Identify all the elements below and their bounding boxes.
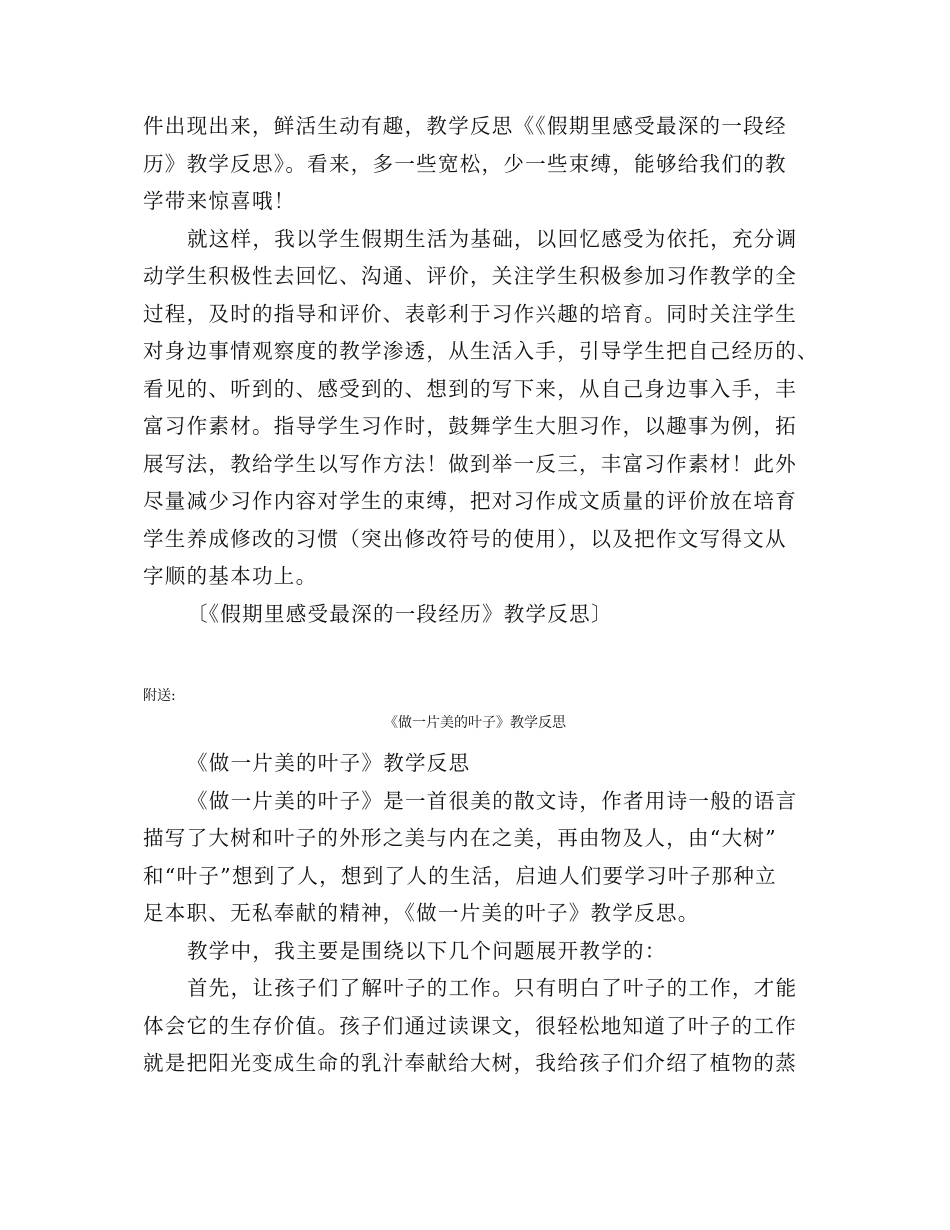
paragraph-line: 富习作素材。指导学生习作时，鼓舞学生大胆习作，以趣事为例，拓 bbox=[143, 414, 797, 438]
article-heading: 《做一片美的叶子》教学反思 bbox=[187, 751, 471, 775]
paragraph-line: 就是把阳光变成生命的乳汁奉献给大树，我给孩子们介绍了植物的蒸 bbox=[143, 1051, 797, 1075]
source-caption: 〔《假期里感受最深的一段经历》教学反思〕 bbox=[187, 601, 613, 626]
paragraph-line: 学带来惊喜哦！ bbox=[143, 189, 296, 213]
paragraph-line: 体会它的生存价值。孩子们通过读课文，很轻松地知道了叶子的工作 bbox=[143, 1013, 797, 1038]
paragraph-line: 就这样，我以学生假期生活为基础，以回忆感受为依托，充分调 bbox=[187, 226, 798, 251]
paragraph-line: 首先，让孩子们了解叶子的工作。只有明白了叶子的工作，才能 bbox=[187, 976, 798, 1000]
paragraph-line: 学生养成修改的习惯（突出修改符号的使用），以及把作文写得文从 bbox=[143, 526, 787, 551]
paragraph-line: 《做一片美的叶子》是一首很美的散文诗，作者用诗一般的语言 bbox=[187, 788, 798, 813]
appendix-title: 《做一片美的叶子》教学反思 bbox=[384, 715, 566, 731]
paragraph-line: 历》教学反思》。看来，多一些宽松，少一些束缚，能够给我们的教 bbox=[143, 151, 787, 176]
paragraph-line: 展写法，教给学生以写作方法！做到举一反三，丰富习作素材！此外 bbox=[143, 451, 797, 476]
reflection-text-section bbox=[143, 108, 819, 633]
paragraph-line: 对身边事情观察度的教学渗透，从生活入手，引导学生把自己经历的、 bbox=[143, 339, 819, 363]
paragraph-line: 件出现出来，鲜活生动有趣，教学反思《《假期里感受最深的一段经 bbox=[143, 114, 787, 138]
paragraph-line: 教学中，我主要是围绕以下几个问题展开教学的： bbox=[187, 938, 667, 963]
paragraph-line: 尽量减少习作内容对学生的束缚，把对习作成文质量的评价放在培育 bbox=[143, 489, 797, 513]
paragraph-line: 过程，及时的指导和评价、表彰利于习作兴趣的培育。同时关注学生 bbox=[143, 301, 797, 326]
paragraph-line: 看见的、听到的、感受到的、想到的写下来，从自己身边事入手，丰 bbox=[143, 376, 797, 401]
paragraph-line: 和“叶子”想到了人，想到了人的生活，启迪人们要学习叶子那种立 bbox=[143, 863, 777, 888]
paragraph-line: 动学生积极性去回忆、沟通、评价，关注学生积极参加习作教学的全 bbox=[143, 264, 797, 288]
paragraph-line: 描写了大树和叶子的外形之美与内在之美，再由物及人，由“大树” bbox=[143, 826, 777, 850]
appendix-text-section bbox=[143, 745, 808, 1083]
appendix-label: 附送: bbox=[143, 688, 176, 704]
paragraph-line: 字顺的基本功上。 bbox=[143, 564, 318, 588]
paragraph-line: 足本职、无私奉献的精神，《做一片美的叶子》教学反思。 bbox=[143, 901, 700, 925]
